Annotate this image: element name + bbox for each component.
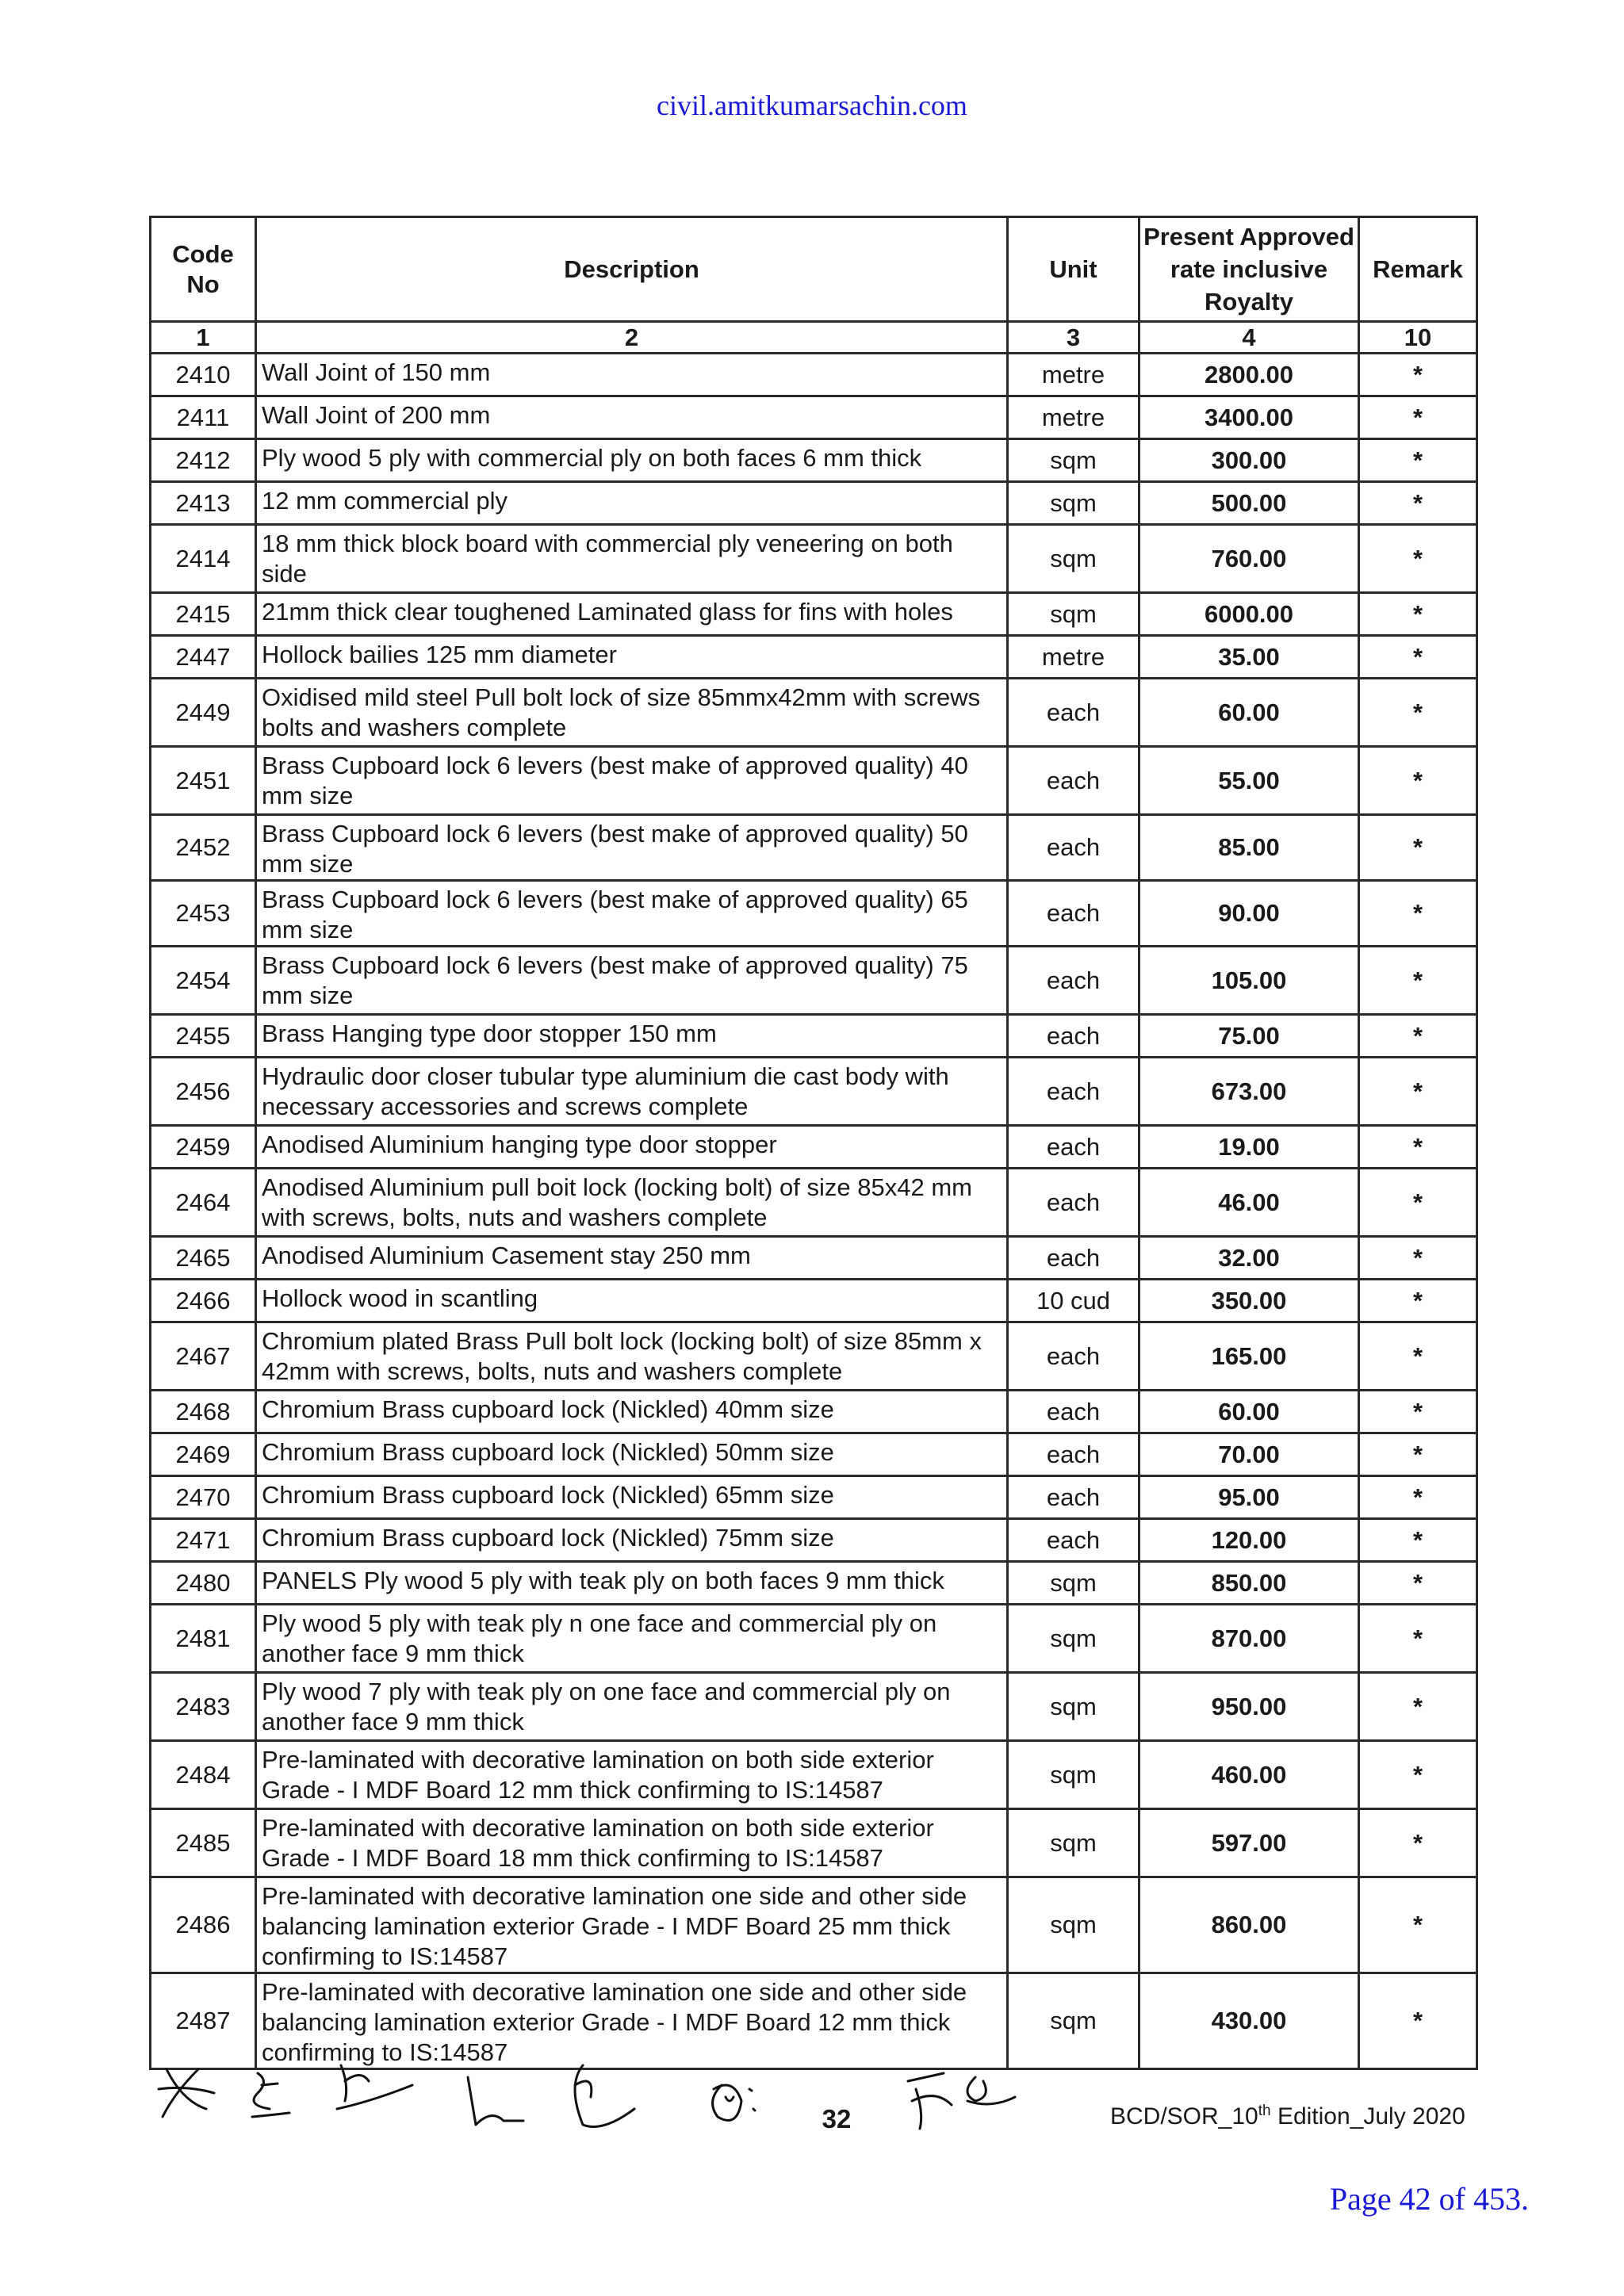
- cell-remark: *: [1359, 1015, 1477, 1058]
- column-number: 1: [151, 322, 256, 354]
- cell-rate: 95.00: [1139, 1476, 1359, 1519]
- signature: [908, 2073, 1015, 2129]
- cell-rate: 85.00: [1139, 815, 1359, 881]
- cell-remark: *: [1359, 1058, 1477, 1126]
- cell-remark: *: [1359, 881, 1477, 947]
- cell-unit: sqm: [1008, 1877, 1139, 1973]
- page-count: Page 42 of 453.: [1329, 2181, 1529, 2217]
- cell-code: 2483: [151, 1673, 256, 1741]
- table-row: [151, 482, 1477, 525]
- cell-remark: *: [1359, 1973, 1477, 2069]
- cell-rate: 460.00: [1139, 1741, 1359, 1809]
- column-number: 10: [1359, 322, 1477, 354]
- cell-unit: metre: [1008, 396, 1139, 439]
- cell-rate: 2800.00: [1139, 354, 1359, 396]
- cell-remark: *: [1359, 747, 1477, 815]
- column-number: 2: [256, 322, 1008, 354]
- table-row: [151, 1015, 1477, 1058]
- cell-unit: sqm: [1008, 1741, 1139, 1809]
- cell-code: 2453: [151, 881, 256, 947]
- cell-unit: each: [1008, 1391, 1139, 1433]
- cell-unit: each: [1008, 1126, 1139, 1169]
- cell-unit: each: [1008, 1519, 1139, 1562]
- cell-description: Ply wood 5 ply with teak ply n one face and commercial ply on another face 9 mm thick: [256, 1605, 1008, 1673]
- header-code: Code No: [151, 217, 256, 322]
- cell-code: 2414: [151, 525, 256, 593]
- cell-unit: sqm: [1008, 1809, 1139, 1877]
- cell-code: 2411: [151, 396, 256, 439]
- cell-unit: each: [1008, 947, 1139, 1015]
- cell-description: Hollock wood in scantling: [256, 1280, 1008, 1322]
- cell-rate: 35.00: [1139, 636, 1359, 679]
- cell-unit: each: [1008, 881, 1139, 947]
- table-row: [151, 354, 1477, 396]
- cell-code: 2486: [151, 1877, 256, 1973]
- cell-remark: *: [1359, 1391, 1477, 1433]
- cell-rate: 950.00: [1139, 1673, 1359, 1741]
- signature: [252, 2073, 289, 2117]
- table-row: [151, 1809, 1477, 1877]
- cell-rate: 60.00: [1139, 1391, 1359, 1433]
- signature: [468, 2077, 523, 2125]
- table-row: [151, 636, 1477, 679]
- cell-unit: each: [1008, 1015, 1139, 1058]
- cell-description: Anodised Aluminium hanging type door stopper: [256, 1126, 1008, 1169]
- cell-rate: 165.00: [1139, 1322, 1359, 1391]
- table-row: [151, 881, 1477, 947]
- edition-suffix: Edition_July 2020: [1270, 2103, 1465, 2130]
- cell-remark: *: [1359, 815, 1477, 881]
- table-row: [151, 1126, 1477, 1169]
- cell-description: Chromium Brass cupboard lock (Nickled) 65mm size: [256, 1476, 1008, 1519]
- table-row: [151, 1877, 1477, 1973]
- cell-rate: 860.00: [1139, 1877, 1359, 1973]
- cell-rate: 75.00: [1139, 1015, 1359, 1058]
- cell-code: 2487: [151, 1973, 256, 2069]
- signature: [337, 2065, 412, 2109]
- cell-description: Pre-laminated with decorative lamination on both side exterior Grade - I MDF Board 18 mm thick confirming to IS:14587: [256, 1809, 1008, 1877]
- cell-rate: 46.00: [1139, 1169, 1359, 1237]
- cell-description: Ply wood 7 ply with teak ply on one face and commercial ply on another face 9 mm thick: [256, 1673, 1008, 1741]
- cell-rate: 3400.00: [1139, 396, 1359, 439]
- table-row: [151, 1058, 1477, 1126]
- header-rate: Present Approved rate inclusive Royalty: [1139, 217, 1359, 322]
- cell-code: 2467: [151, 1322, 256, 1391]
- cell-code: 2413: [151, 482, 256, 525]
- cell-code: 2454: [151, 947, 256, 1015]
- cell-description: Pre-laminated with decorative lamination one side and other side balancing lamination exterior Grade - I MDF Board 12 mm thick confirming to IS:14587: [256, 1973, 1008, 2069]
- cell-remark: *: [1359, 354, 1477, 396]
- cell-code: 2451: [151, 747, 256, 815]
- table-row: [151, 947, 1477, 1015]
- table-row: [151, 1391, 1477, 1433]
- table-row: [151, 593, 1477, 636]
- cell-unit: each: [1008, 679, 1139, 747]
- cell-rate: 60.00: [1139, 679, 1359, 747]
- rate-table: [149, 216, 1478, 2070]
- column-number: 4: [1139, 322, 1359, 354]
- cell-remark: *: [1359, 396, 1477, 439]
- cell-unit: sqm: [1008, 1605, 1139, 1673]
- cell-rate: 760.00: [1139, 525, 1359, 593]
- table-row: [151, 439, 1477, 482]
- cell-rate: 870.00: [1139, 1605, 1359, 1673]
- edition-sup: th: [1258, 2103, 1271, 2119]
- signature: [713, 2085, 755, 2121]
- table-row: [151, 679, 1477, 747]
- cell-description: Hydraulic door closer tubular type aluminium die cast body with necessary accessories and screws complete: [256, 1058, 1008, 1126]
- cell-code: 2466: [151, 1280, 256, 1322]
- cell-rate: 850.00: [1139, 1562, 1359, 1605]
- cell-code: 2480: [151, 1562, 256, 1605]
- signatures: [151, 2053, 1102, 2141]
- cell-unit: sqm: [1008, 593, 1139, 636]
- cell-rate: 500.00: [1139, 482, 1359, 525]
- cell-rate: 55.00: [1139, 747, 1359, 815]
- cell-rate: 300.00: [1139, 439, 1359, 482]
- cell-remark: *: [1359, 1322, 1477, 1391]
- cell-rate: 105.00: [1139, 947, 1359, 1015]
- cell-description: Pre-laminated with decorative lamination on both side exterior Grade - I MDF Board 12 mm thick confirming to IS:14587: [256, 1741, 1008, 1809]
- cell-remark: *: [1359, 439, 1477, 482]
- cell-description: Wall Joint of 200 mm: [256, 396, 1008, 439]
- edition-prefix: BCD/SOR_10: [1110, 2103, 1258, 2130]
- table-header-row: [151, 217, 1477, 322]
- cell-rate: 350.00: [1139, 1280, 1359, 1322]
- table-row: [151, 1605, 1477, 1673]
- cell-description: 12 mm commercial ply: [256, 482, 1008, 525]
- table-row: [151, 1741, 1477, 1809]
- cell-description: Chromium Brass cupboard lock (Nickled) 50mm size: [256, 1433, 1008, 1476]
- cell-code: 2449: [151, 679, 256, 747]
- page-number: 32: [822, 2104, 852, 2133]
- table-row: [151, 1433, 1477, 1476]
- cell-code: 2484: [151, 1741, 256, 1809]
- cell-remark: *: [1359, 1126, 1477, 1169]
- header-remark: Remark: [1359, 217, 1477, 322]
- cell-unit: sqm: [1008, 525, 1139, 593]
- cell-description: 18 mm thick block board with commercial ply veneering on both side: [256, 525, 1008, 593]
- cell-code: 2456: [151, 1058, 256, 1126]
- column-number: 3: [1008, 322, 1139, 354]
- table-row: [151, 1519, 1477, 1562]
- cell-code: 2412: [151, 439, 256, 482]
- cell-rate: 19.00: [1139, 1126, 1359, 1169]
- cell-remark: *: [1359, 1877, 1477, 1973]
- cell-code: 2415: [151, 593, 256, 636]
- table-row: [151, 396, 1477, 439]
- table-row: [151, 1322, 1477, 1391]
- cell-rate: 430.00: [1139, 1973, 1359, 2069]
- cell-description: Brass Cupboard lock 6 levers (best make of approved quality) 75 mm size: [256, 947, 1008, 1015]
- table-row: [151, 815, 1477, 881]
- cell-unit: each: [1008, 1058, 1139, 1126]
- cell-rate: 120.00: [1139, 1519, 1359, 1562]
- cell-remark: *: [1359, 1280, 1477, 1322]
- cell-unit: sqm: [1008, 439, 1139, 482]
- signature: [159, 2069, 214, 2117]
- cell-unit: sqm: [1008, 1562, 1139, 1605]
- cell-rate: 673.00: [1139, 1058, 1359, 1126]
- table-row: [151, 1562, 1477, 1605]
- column-number-row: [151, 322, 1477, 354]
- cell-rate: 32.00: [1139, 1237, 1359, 1280]
- table-row: [151, 1169, 1477, 1237]
- cell-code: 2481: [151, 1605, 256, 1673]
- cell-remark: *: [1359, 1673, 1477, 1741]
- cell-unit: sqm: [1008, 1973, 1139, 2069]
- cell-code: 2459: [151, 1126, 256, 1169]
- cell-unit: sqm: [1008, 482, 1139, 525]
- cell-rate: 6000.00: [1139, 593, 1359, 636]
- cell-description: Anodised Aluminium Casement stay 250 mm: [256, 1237, 1008, 1280]
- cell-rate: 597.00: [1139, 1809, 1359, 1877]
- cell-remark: *: [1359, 482, 1477, 525]
- cell-description: Pre-laminated with decorative lamination one side and other side balancing lamination exterior Grade - I MDF Board 25 mm thick confirming to IS:14587: [256, 1877, 1008, 1973]
- header-unit: Unit: [1008, 217, 1139, 322]
- table-row: [151, 1237, 1477, 1280]
- cell-unit: each: [1008, 1237, 1139, 1280]
- table-row: [151, 1673, 1477, 1741]
- cell-unit: each: [1008, 815, 1139, 881]
- cell-code: 2455: [151, 1015, 256, 1058]
- site-url[interactable]: civil.amitkumarsachin.com: [657, 90, 967, 121]
- cell-unit: each: [1008, 1433, 1139, 1476]
- cell-code: 2464: [151, 1169, 256, 1237]
- cell-remark: *: [1359, 1519, 1477, 1562]
- cell-remark: *: [1359, 593, 1477, 636]
- cell-unit: each: [1008, 1322, 1139, 1391]
- cell-unit: each: [1008, 1476, 1139, 1519]
- cell-description: Anodised Aluminium pull boit lock (locking bolt) of size 85x42 mm with screws, bolts, nuts and washers complete: [256, 1169, 1008, 1237]
- cell-remark: *: [1359, 1741, 1477, 1809]
- cell-description: Brass Cupboard lock 6 levers (best make of approved quality) 50 mm size: [256, 815, 1008, 881]
- cell-remark: *: [1359, 1237, 1477, 1280]
- cell-remark: *: [1359, 1562, 1477, 1605]
- cell-remark: *: [1359, 1809, 1477, 1877]
- header-description: Description: [256, 217, 1008, 322]
- cell-description: Chromium plated Brass Pull bolt lock (locking bolt) of size 85mm x 42mm with screws, bolts, nuts and washers complete: [256, 1322, 1008, 1391]
- cell-code: 2468: [151, 1391, 256, 1433]
- cell-code: 2471: [151, 1519, 256, 1562]
- cell-code: 2485: [151, 1809, 256, 1877]
- cell-rate: 70.00: [1139, 1433, 1359, 1476]
- signature: [575, 2065, 634, 2127]
- cell-code: 2447: [151, 636, 256, 679]
- cell-remark: *: [1359, 1476, 1477, 1519]
- edition-label: [1110, 2103, 1465, 2130]
- table-row: [151, 1476, 1477, 1519]
- cell-description: Brass Hanging type door stopper 150 mm: [256, 1015, 1008, 1058]
- cell-description: Brass Cupboard lock 6 levers (best make of approved quality) 40 mm size: [256, 747, 1008, 815]
- table-row: [151, 1280, 1477, 1322]
- cell-description: Ply wood 5 ply with commercial ply on both faces 6 mm thick: [256, 439, 1008, 482]
- cell-unit: 10 cud: [1008, 1280, 1139, 1322]
- cell-code: 2465: [151, 1237, 256, 1280]
- cell-code: 2452: [151, 815, 256, 881]
- cell-rate: 90.00: [1139, 881, 1359, 947]
- cell-remark: *: [1359, 1605, 1477, 1673]
- table-row: [151, 747, 1477, 815]
- cell-remark: *: [1359, 525, 1477, 593]
- cell-description: PANELS Ply wood 5 ply with teak ply on both faces 9 mm thick: [256, 1562, 1008, 1605]
- cell-description: Chromium Brass cupboard lock (Nickled) 75mm size: [256, 1519, 1008, 1562]
- cell-description: Hollock bailies 125 mm diameter: [256, 636, 1008, 679]
- cell-description: Brass Cupboard lock 6 levers (best make of approved quality) 65 mm size: [256, 881, 1008, 947]
- cell-unit: each: [1008, 747, 1139, 815]
- cell-unit: metre: [1008, 354, 1139, 396]
- cell-unit: metre: [1008, 636, 1139, 679]
- cell-description: Wall Joint of 150 mm: [256, 354, 1008, 396]
- cell-description: 21mm thick clear toughened Laminated glass for fins with holes: [256, 593, 1008, 636]
- cell-description: Oxidised mild steel Pull bolt lock of size 85mmx42mm with screws bolts and washers complete: [256, 679, 1008, 747]
- cell-code: 2470: [151, 1476, 256, 1519]
- cell-remark: *: [1359, 636, 1477, 679]
- table-row: [151, 525, 1477, 593]
- cell-unit: each: [1008, 1169, 1139, 1237]
- cell-description: Chromium Brass cupboard lock (Nickled) 40mm size: [256, 1391, 1008, 1433]
- cell-remark: *: [1359, 679, 1477, 747]
- cell-code: 2469: [151, 1433, 256, 1476]
- cell-remark: *: [1359, 947, 1477, 1015]
- cell-remark: *: [1359, 1169, 1477, 1237]
- cell-unit: sqm: [1008, 1673, 1139, 1741]
- cell-code: 2410: [151, 354, 256, 396]
- cell-remark: *: [1359, 1433, 1477, 1476]
